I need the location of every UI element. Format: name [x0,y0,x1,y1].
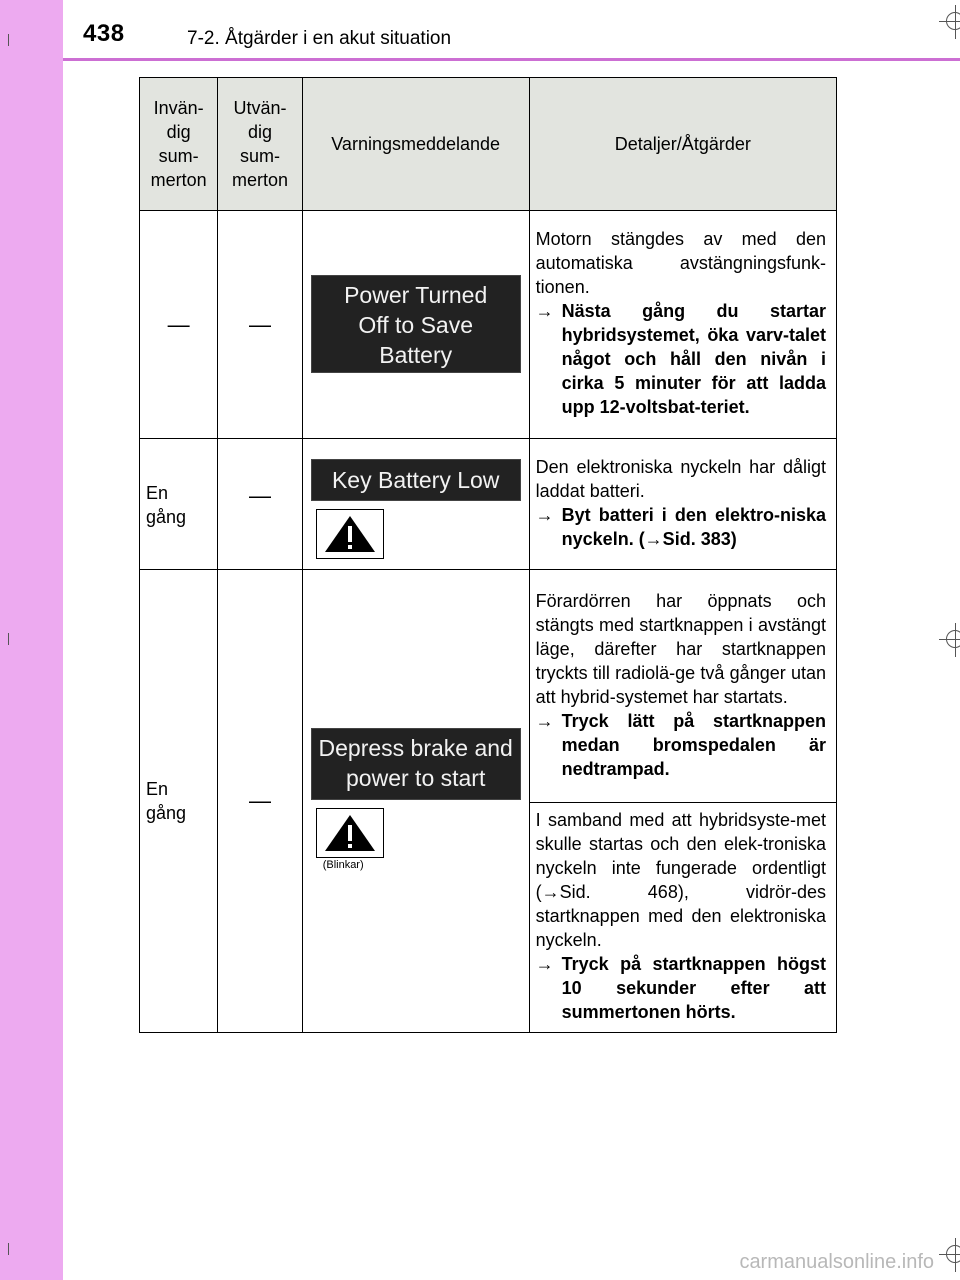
message-cell [302,211,529,439]
warning-message-table [139,77,837,1033]
inside-buzzer-cell: En gång [140,439,218,570]
section-title: 7-2. Åtgärder i en akut situation [187,28,452,49]
detail-cell [529,570,836,803]
detail-text: Den elektroniska nyckeln har dåligt laddat batteri. [535,457,826,501]
outside-buzzer-cell: — [218,439,302,570]
watermark: carmanualsonline.info [739,1251,934,1273]
action-text: → Byt batteri i den elektro-niska nyckeln. (→Sid. 383) [535,505,826,549]
table-row [140,439,837,570]
arrow-icon: → [535,954,554,974]
outside-buzzer-cell: — [218,570,302,1033]
outside-buzzer-cell: — [218,211,302,439]
detail-cell [529,803,836,1033]
display-message: Depress brake and power to start [311,728,521,800]
detail-text: Förardörren har öppnats och stängts med startknappen i avstängt läge, därefter har startknappen tryckts till radiolä-ge två gånger utan att hybrid-systemet har startats. [535,590,826,707]
table-row [140,570,837,803]
registration-mark [946,630,960,648]
inside-buzzer-cell: — [140,211,218,439]
arrow-icon: → [535,710,554,731]
header-warning-message: Varningsmeddelande [302,78,529,211]
side-strip [0,0,63,1280]
crop-mark [8,1243,9,1255]
header-outside-buzzer: Utvän- dig sum- merton [218,78,302,211]
table-header-row [140,78,837,211]
registration-mark [946,1245,960,1263]
arrow-icon: → [535,301,554,321]
header-inside-buzzer: Invän- dig sum- merton [140,78,218,211]
message-cell [302,570,529,1033]
inside-buzzer-cell: En gång [140,570,218,1033]
blink-label: (Blinkar) [322,859,364,871]
arrow-icon: → [535,505,554,525]
warning-triangle-icon [316,808,384,858]
action-text: → Tryck på startknappen högst 10 sekunder efter att summertonen hörts. [535,954,826,1022]
table-row [140,211,837,439]
detail-cell [529,439,836,570]
display-message: Power Turned Off to Save Battery [311,275,521,373]
page-number: 438 [83,20,125,47]
display-message: Key Battery Low [311,459,521,501]
crop-mark [8,34,9,46]
registration-mark [946,12,960,30]
detail-text: I samband med att hybridsyste-met skulle startas och den elek-troniska nyckeln inte fungerade ordentligt (→Sid. 468), vidrör-des startknappen med den elektroniska nyckeln. [535,810,826,950]
detail-cell [529,211,836,439]
detail-text: Motorn stängdes av med den automatiska avstängningsfunk-tionen. [535,229,826,297]
action-text: → Tryck lätt på startknappen medan bromspedalen är nedtrampad. [535,710,826,779]
action-text: → Nästa gång du startar hybridsystemet, öka varv-talet något och håll den nivån i cirka 5 minuter för att ladda upp 12-voltsbat-teriet. [535,301,826,417]
header-details: Detaljer/Åtgärder [529,78,836,211]
header-divider [63,58,960,61]
message-cell [302,439,529,570]
crop-mark [8,633,9,645]
warning-triangle-icon [316,509,384,559]
